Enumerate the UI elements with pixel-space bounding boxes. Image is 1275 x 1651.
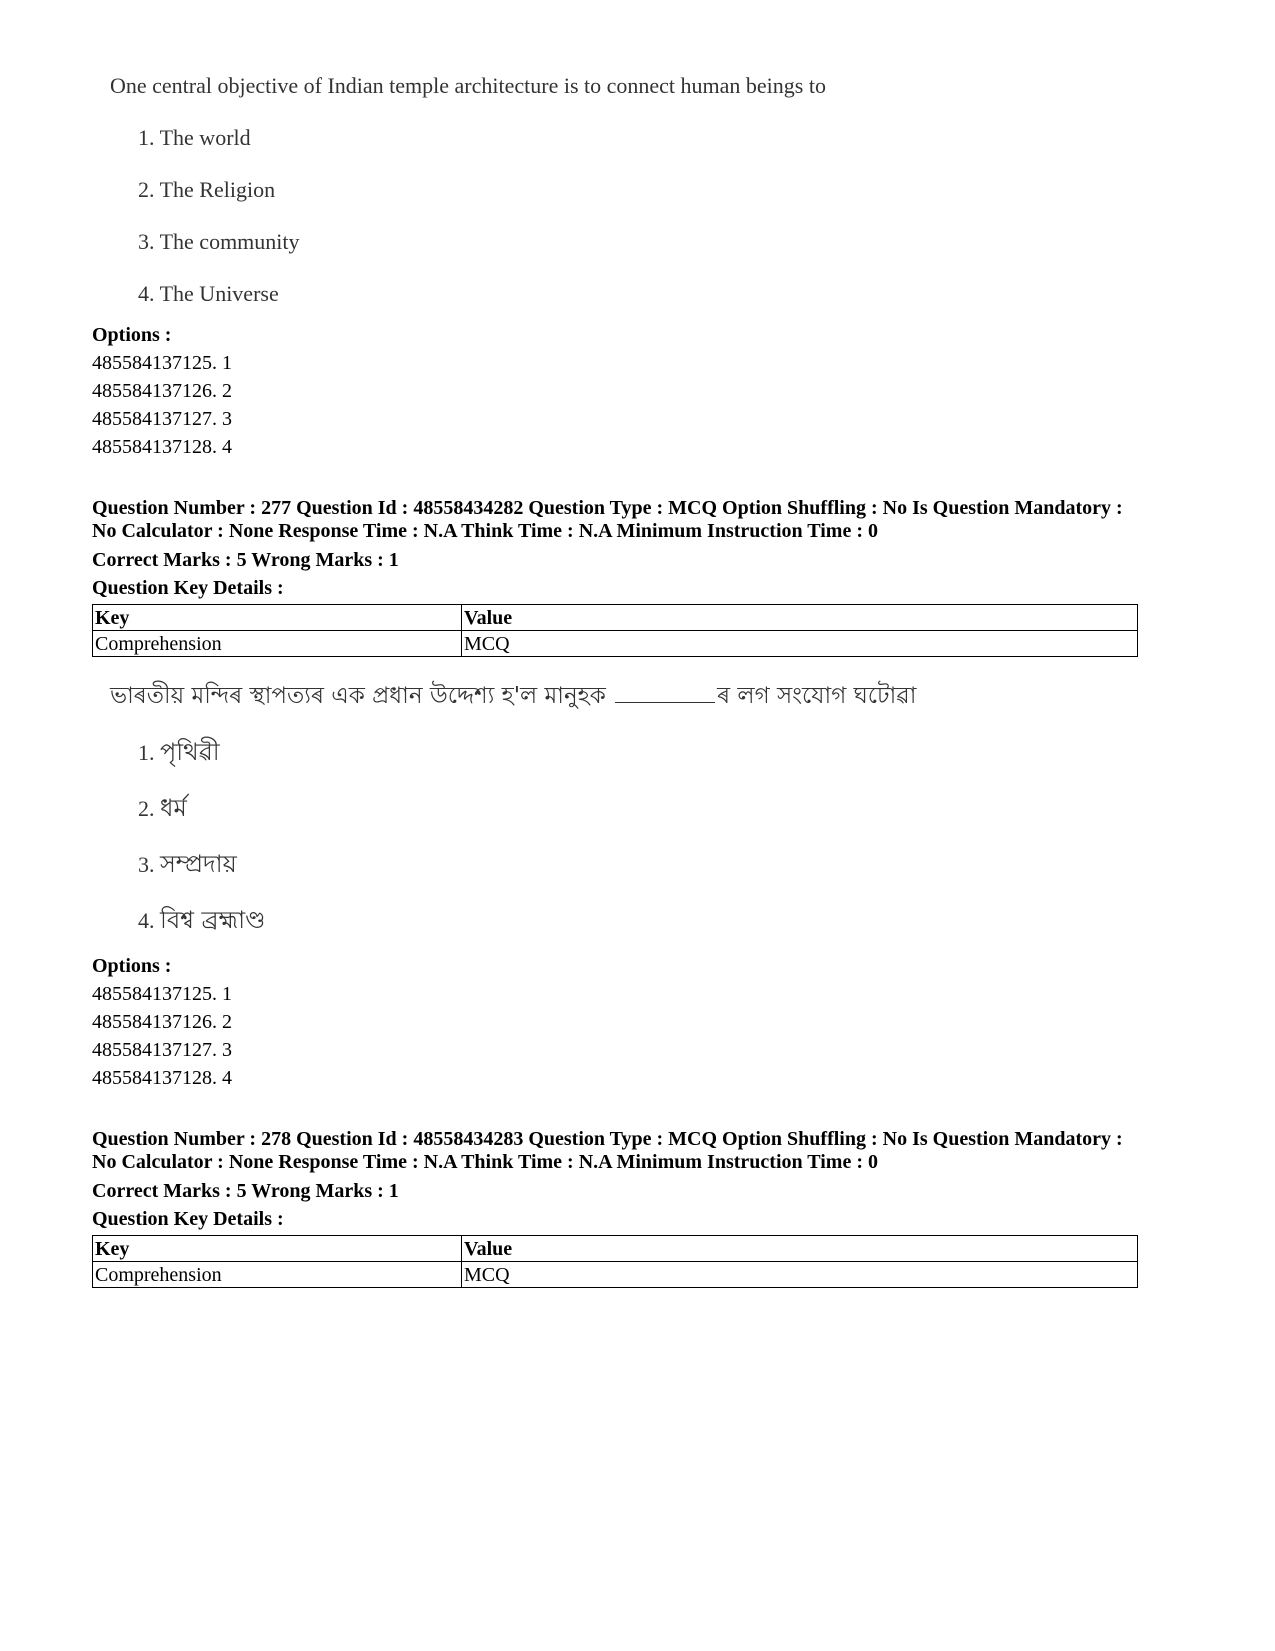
header-key: Key bbox=[93, 1236, 462, 1262]
question-meta bbox=[92, 497, 1192, 543]
choice-number: 3. bbox=[138, 852, 155, 877]
cell-value: MCQ bbox=[462, 1262, 1138, 1288]
meta-line-1: Question Number : 278 Question Id : 48558434283 Question Type : MCQ Option Shuffling : No Is Question Mandatory : bbox=[92, 1128, 1123, 1150]
assamese-question-image bbox=[110, 682, 917, 934]
question-stem bbox=[110, 682, 916, 710]
table-header-row bbox=[93, 1236, 1138, 1262]
options-block bbox=[92, 321, 232, 461]
option-item: 485584137128. 4 bbox=[92, 1067, 232, 1089]
option-item: 485584137127. 3 bbox=[92, 1039, 232, 1061]
choice-2: 2. The Religion bbox=[138, 177, 276, 202]
english-question-image bbox=[110, 72, 826, 306]
option-item: 485584137128. 4 bbox=[92, 436, 232, 458]
choice-number: 1. bbox=[138, 740, 155, 765]
question-meta bbox=[92, 1128, 1192, 1174]
table-header-row bbox=[93, 605, 1138, 631]
choice-number: 4. bbox=[138, 908, 155, 933]
fill-blank bbox=[615, 682, 715, 703]
option-item: 485584137126. 2 bbox=[92, 1011, 232, 1033]
choice-text: বিশ্ব ব্ৰহ্মাণ্ড bbox=[160, 906, 266, 934]
header-value: Value bbox=[462, 1236, 1138, 1262]
choice-text: সম্প্ৰদায় bbox=[160, 850, 237, 878]
key-details-table bbox=[92, 604, 1138, 657]
table-row bbox=[93, 631, 1138, 657]
choice-1: 1. The world bbox=[138, 125, 251, 150]
choice-text: পৃথিৱী bbox=[160, 738, 220, 766]
choice-1 bbox=[138, 738, 220, 767]
option-item: 485584137125. 1 bbox=[92, 983, 232, 1005]
choice-4 bbox=[138, 906, 265, 935]
meta-line-1: Question Number : 277 Question Id : 48558434282 Question Type : MCQ Option Shuffling : No Is Question Mandatory : bbox=[92, 497, 1123, 519]
choice-text: ধৰ্ম bbox=[160, 794, 187, 822]
cell-key: Comprehension bbox=[93, 631, 462, 657]
choice-4: 4. The Universe bbox=[138, 281, 279, 306]
stem-after-blank: ৰ লগ সংযোগ ঘটোৱা bbox=[717, 683, 917, 709]
option-item: 485584137127. 3 bbox=[92, 408, 232, 430]
cell-value: MCQ bbox=[462, 631, 1138, 657]
question-stem: One central objective of Indian temple architecture is to connect human beings to bbox=[110, 73, 826, 98]
cell-key: Comprehension bbox=[93, 1262, 462, 1288]
key-details-label: Question Key Details : bbox=[92, 1208, 284, 1230]
options-label: Options : bbox=[92, 955, 172, 977]
marks-line: Correct Marks : 5 Wrong Marks : 1 bbox=[92, 549, 399, 571]
option-item: 485584137125. 1 bbox=[92, 352, 232, 374]
marks-line: Correct Marks : 5 Wrong Marks : 1 bbox=[92, 1180, 399, 1202]
meta-line-2: No Calculator : None Response Time : N.A Think Time : N.A Minimum Instruction Time : 0 bbox=[92, 1151, 878, 1173]
header-value: Value bbox=[462, 605, 1138, 631]
stem-before-blank: ভাৰতীয় মন্দিৰ স্থাপত্যৰ এক প্ৰধান উদ্দেশ্য হ'ল মানুহক bbox=[110, 683, 606, 709]
choice-2 bbox=[138, 794, 187, 823]
options-label: Options : bbox=[92, 324, 172, 346]
choice-number: 2. bbox=[138, 796, 155, 821]
table-row bbox=[93, 1262, 1138, 1288]
key-details-table bbox=[92, 1235, 1138, 1288]
option-item: 485584137126. 2 bbox=[92, 380, 232, 402]
header-key: Key bbox=[93, 605, 462, 631]
options-block bbox=[92, 952, 232, 1092]
choice-3 bbox=[138, 850, 237, 879]
choice-3: 3. The community bbox=[138, 229, 300, 254]
key-details-label: Question Key Details : bbox=[92, 577, 284, 599]
meta-line-2: No Calculator : None Response Time : N.A Think Time : N.A Minimum Instruction Time : 0 bbox=[92, 520, 878, 542]
